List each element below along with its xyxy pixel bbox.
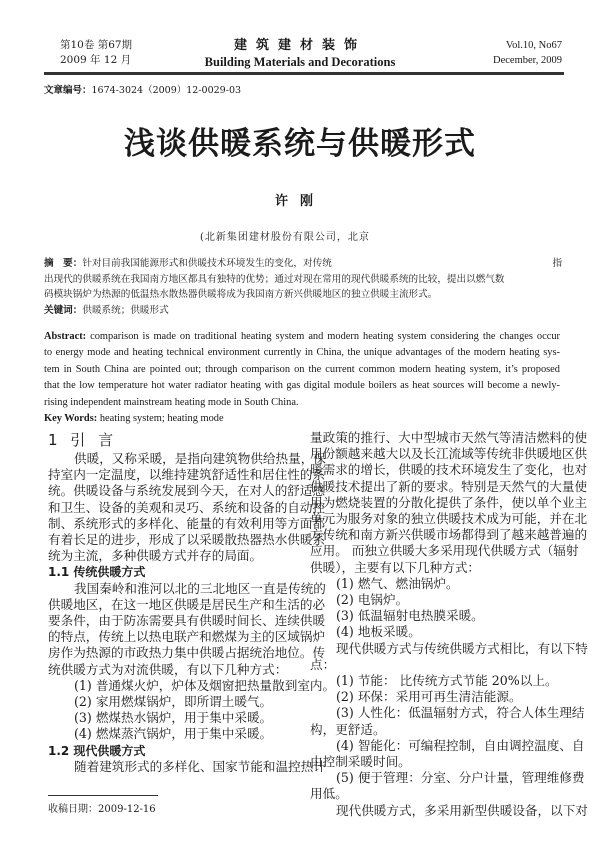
abstract-en-line: that the low temperature hot water radiator heating with gas digital module boilers as heat sources will become a newly- (44, 380, 560, 392)
body-text-line: 量政策的推行、大中型城市天然气等清洁燃料的使 (310, 430, 588, 445)
list-item: (2) 电锅炉。 (336, 592, 409, 608)
body-text-line: 用低。 (310, 786, 348, 802)
list-item: (1) 燃气、燃油锅炉。 (336, 575, 459, 591)
section-heading: 1 引 言 (48, 431, 118, 449)
body-text-line: 构，更舒适。 (310, 721, 386, 737)
body-text-line: 统为主流，多种供暖方式并存的局面。 (48, 548, 263, 564)
body-left-column (48, 430, 336, 775)
journal-name-cn: 建筑建材装饰 (233, 38, 366, 53)
abstract-en (44, 329, 560, 427)
body-text-line: 点： (310, 656, 336, 672)
body-text-line: 房作为热源的市政热力集中供暖占据统治地位。传 (48, 645, 326, 661)
body-text-line: 方传统和南方新兴供暖市场都得到了越来越普遍的 (310, 527, 588, 543)
body-text-line: 暖需求的增长，供暖的技术环境发生了变化，也对 (310, 462, 588, 478)
list-item: (4) 地板采暖。 (336, 624, 421, 640)
date-en: December, 2009 (493, 55, 562, 66)
abstract-cn-text: 针对目前我国能源形式和供暖技术环境发生的变化，对传统 指 (82, 258, 563, 269)
journal-issue-en (493, 38, 562, 68)
author: 许刚 (274, 194, 325, 209)
abstract-en-label: Abstract: (44, 331, 87, 342)
body-text-line: 现代供暖方式，多采用新型供暖设备，以下对 (336, 802, 588, 818)
body-text-line: 供暖，又称采暖，是指向建筑物供给热量，保 (74, 451, 326, 466)
list-item: (4) 燃煤蒸汽锅炉，用于集中采暖。 (74, 726, 273, 742)
list-item: (3) 低温辐射电热膜采暖。 (336, 608, 484, 624)
keywords-en (44, 411, 560, 427)
body-text-line: 供暖），主要有以下几种方式： (310, 559, 481, 575)
article-number-value: 1674-3024（2009）12-0029-03 (91, 85, 242, 96)
article-number (44, 82, 241, 96)
list-item: (2) 家用燃煤锅炉，即所谓土暖气。 (74, 694, 273, 710)
body-text-line: 有着长足的进步，形成了以采暖散热器热水供暖系 (48, 532, 326, 548)
journal-issue-cn (60, 38, 132, 68)
body-text-line: 用为燃烧装置的分散化提供了条件，使以单个业主 (310, 494, 588, 510)
keywords-cn-text: 供暖系统；供暖形式 (82, 304, 169, 316)
abstract-cn-line: 出现代的供暖系统在我国南方地区都具有独特的优势；通过对现在常用的现代供暖系统的比较，提出以燃气数 (44, 273, 505, 285)
keywords-en-text: heating system; heating mode (97, 413, 224, 425)
article-number-label: 文章编号： (44, 85, 92, 96)
body-text-line: 应用。 而独立供暖大多采用现代供暖方式（辐射 (310, 543, 579, 559)
list-item: (5) 便于管理：分室、分户计量，管理维修费 (336, 770, 585, 786)
body-text-line: 随着建筑形式的多样化、国家节能和温控热计 (74, 758, 326, 774)
body-right-column (310, 430, 588, 819)
abstract-en-line: rising independent mainstream heating mode in South China. (44, 396, 299, 408)
affiliation: (北新集团建材股份有限公司，北京 (200, 232, 370, 243)
list-item: (2) 环保：采用可再生清洁能源。 (336, 689, 522, 705)
paper-title: 浅谈供暖系统与供暖形式 (124, 126, 476, 162)
abstract-cn-line (44, 256, 563, 272)
body-text-line: 现代供暖方式与传统供暖方式相比，有以下特 (336, 640, 588, 656)
body-text-line: 用份额越来越大以及长江流域等传统非供暖地区供 (310, 446, 588, 462)
volume-en: Vol.10, No67 (505, 40, 562, 51)
body-text-line: 供暖地区，在这一地区供暖是居民生产和生活的必 (48, 596, 326, 612)
body-text-line: 要条件，由于防冻需要具有供暖时间长、连续供暖 (48, 613, 326, 629)
body-text-line: 持室内一定温度，以维持建筑舒适性和居住性的系 (48, 467, 326, 483)
abstract-en-line: tem in South China are pointed out; through comparison on the current common modern heating system, it’s proposed (44, 363, 560, 375)
body-text-line: 的特点，传统上以热电联产和燃煤为主的区域锅炉 (48, 629, 326, 645)
body-text-line: 统供暖方式为对流供暖，有以下几种方式： (48, 661, 288, 677)
body-text-line: 供暖技术提出了新的要求。特别是天然气的大量使 (310, 478, 588, 494)
abstract-en-line (44, 329, 560, 345)
section-heading: 1.1 传统供暖方式 (48, 565, 146, 580)
received-date: 收稿日期：2009-12-16 (48, 804, 156, 815)
keywords-cn-label: 关键词： (44, 304, 83, 316)
body-text-line: 单元为服务对象的独立供暖技术成为可能，并在北 (310, 511, 588, 527)
body-text-line: 和卫生、设备的美观和灵巧、系统和设备的自动控 (48, 499, 326, 515)
header-rule (44, 72, 564, 75)
date-cn: 2009 年 12 月 (60, 54, 132, 66)
volume-cn: 第10卷 第67期 (60, 39, 133, 51)
list-item: (1) 节能： 比传统方式节能 20%以上。 (336, 673, 558, 689)
list-item: (3) 人性化：低温辐射方式，符合人体生理结 (336, 705, 585, 721)
list-item: (4) 智能化：可编程控制，自由调控温度、自 (336, 737, 585, 753)
body-text-line: 统。供暖设备与系统发展到今天，在对人的舒适感 (48, 483, 326, 499)
abstract-cn-label: 摘 要： (44, 258, 83, 269)
journal-name-en: Building Materials and Decorations (204, 55, 396, 69)
keywords-cn (44, 303, 556, 319)
body-text-line: 由控制采暖时间。 (310, 754, 411, 770)
body-text-line: 我国秦岭和淮河以北的三北地区一直是传统的 (74, 580, 326, 596)
abstract-cn-line: 码模块锅炉为热源的低温热水散热器供暖将成为我国南方新兴供暖地区的独立供暖主流形式。 (44, 289, 438, 300)
keywords-en-label: Key Words: (44, 413, 98, 425)
list-item: (1) 普通煤火炉，炉体及烟窗把热量散到室内。 (74, 677, 336, 693)
body-text-line: 制、系统形式的多样化、能量的有效利用等方面都 (48, 515, 326, 531)
list-item: (3) 燃煤热水锅炉，用于集中采暖。 (74, 710, 273, 726)
footnote-rule (48, 795, 158, 796)
abstract-en-line: to energy mode and heating technical environment currently in China, the unique advantages of the modern heating sys- (44, 347, 560, 359)
section-heading: 1.2 现代供暖方式 (48, 743, 146, 758)
abstract-en-text: comparison is made on traditional heating system and modern heating system considering the changes occur (86, 331, 560, 342)
journal-name (180, 38, 420, 70)
abstract-cn (44, 256, 563, 318)
